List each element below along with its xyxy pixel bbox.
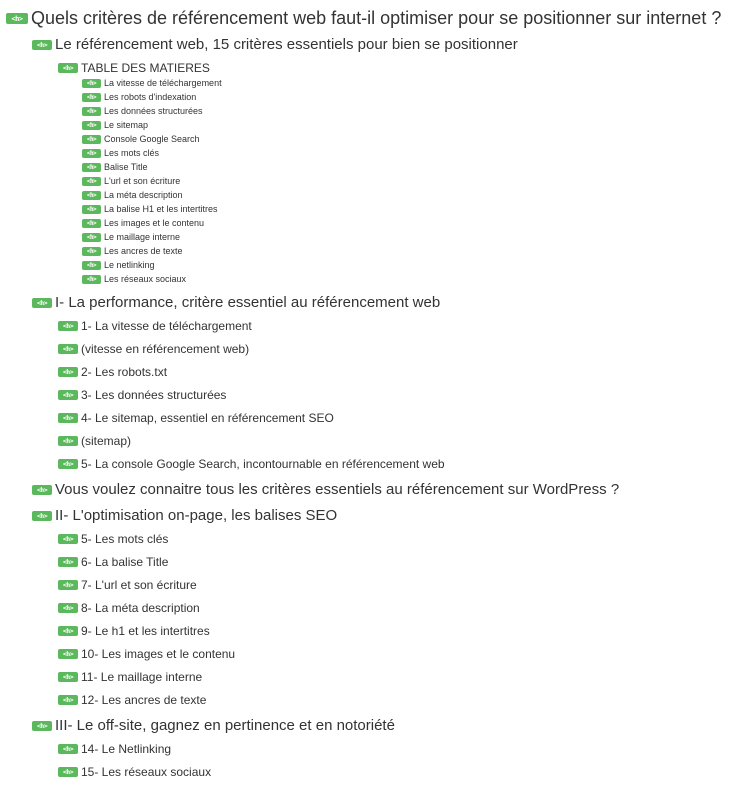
h3-item[interactable] (58, 670, 202, 684)
heading-tag-icon: <h> (82, 149, 101, 158)
toc-item-text: Les images et le contenu (104, 218, 205, 228)
heading-tag-icon: <h> (82, 261, 101, 270)
h3-item[interactable] (58, 555, 168, 569)
heading-tag-icon: <h> (82, 233, 101, 242)
heading-tag-icon: <h> (82, 247, 101, 256)
h3-text: TABLE DES MATIERES (81, 61, 210, 75)
h2-section-3[interactable] (32, 717, 395, 734)
h3-text: (sitemap) (81, 434, 132, 448)
heading-tag-icon: <h> (32, 40, 52, 50)
toc-item[interactable] (82, 78, 222, 88)
h3-text: 5- Les mots clés (81, 532, 169, 546)
heading-tag-icon: <h> (58, 767, 78, 777)
h3-item[interactable] (58, 434, 131, 448)
heading-tag-icon: <h> (58, 580, 78, 590)
toc-item[interactable] (82, 162, 148, 172)
toc-item[interactable] (82, 232, 180, 242)
heading-tag-icon: <h> (32, 485, 52, 495)
toc-item[interactable] (82, 274, 186, 284)
heading-tag-icon: <h> (82, 177, 101, 186)
heading-tag-icon: <h> (32, 511, 52, 521)
h3-item[interactable] (58, 457, 445, 471)
toc-item-text: Les données structurées (104, 106, 203, 116)
heading-tag-icon: <h> (82, 163, 101, 172)
h1-text: Quels critères de référencement web faut-il optimiser pour se positionner sur internet ? (31, 8, 722, 28)
h3-item[interactable] (58, 532, 168, 546)
toc-item[interactable] (82, 92, 196, 102)
h3-text: 11- Le maillage interne (81, 670, 203, 684)
h2-intro[interactable] (32, 36, 518, 53)
heading-tag-icon: <h> (58, 413, 78, 423)
h1-heading[interactable] (6, 8, 721, 29)
heading-tag-icon: <h> (58, 367, 78, 377)
toc-item-text: La méta description (104, 190, 183, 200)
heading-tag-icon: <h> (82, 93, 101, 102)
toc-item-text: Les ancres de texte (104, 246, 183, 256)
heading-tag-icon: <h> (58, 695, 78, 705)
h3-item[interactable] (58, 601, 200, 615)
h3-item[interactable] (58, 342, 249, 356)
h2-section-1[interactable] (32, 294, 440, 311)
h3-item[interactable] (58, 388, 226, 402)
h3-item[interactable] (58, 647, 235, 661)
toc-item-text: Console Google Search (104, 134, 200, 144)
h3-text: 8- La méta description (81, 601, 200, 615)
toc-item-text: Les mots clés (104, 148, 160, 158)
toc-item-text: Les robots d'indexation (104, 92, 197, 102)
heading-tag-icon: <h> (32, 721, 52, 731)
h3-item[interactable] (58, 765, 211, 779)
toc-item[interactable] (82, 120, 148, 130)
h3-item[interactable] (58, 742, 171, 756)
toc-item[interactable] (82, 134, 200, 144)
h2-text: II- L'optimisation on-page, les balises SEO (55, 507, 338, 524)
h3-text: 2- Les robots.txt (81, 365, 168, 379)
heading-tag-icon: <h> (58, 603, 78, 613)
heading-tag-icon: <h> (82, 135, 101, 144)
heading-tag-icon: <h> (82, 79, 101, 88)
heading-tag-icon: <h> (58, 63, 78, 73)
heading-tag-icon: <h> (58, 344, 78, 354)
heading-tag-icon: <h> (58, 390, 78, 400)
h2-text: III- Le off-site, gagnez en pertinence et en notoriété (55, 717, 395, 734)
heading-tag-icon: <h> (58, 459, 78, 469)
toc-item[interactable] (82, 246, 183, 256)
toc-item-text: Les réseaux sociaux (104, 274, 187, 284)
toc-item-text: Balise Title (104, 162, 148, 172)
heading-tag-icon: <h> (58, 744, 78, 754)
heading-tag-icon: <h> (58, 672, 78, 682)
heading-tag-icon: <h> (82, 107, 101, 116)
toc-item[interactable] (82, 176, 180, 186)
toc-item-text: L'url et son écriture (104, 176, 181, 186)
toc-item[interactable] (82, 204, 218, 214)
toc-item[interactable] (82, 260, 155, 270)
toc-item[interactable] (82, 190, 183, 200)
heading-tag-icon: <h> (58, 321, 78, 331)
h3-text: 10- Les images et le contenu (81, 647, 236, 661)
h3-text: 7- L'url et son écriture (81, 578, 197, 592)
heading-tag-icon: <h> (82, 275, 101, 284)
heading-tag-icon: <h> (82, 219, 101, 228)
toc-item-text: Le sitemap (104, 120, 149, 130)
h3-item[interactable] (58, 319, 252, 333)
toc-item-text: Le maillage interne (104, 232, 181, 242)
h2-text: Vous voulez connaitre tous les critères essentiels au référencement sur WordPress ? (55, 481, 620, 498)
heading-tag-icon: <h> (6, 13, 28, 24)
heading-tag-icon: <h> (32, 298, 52, 308)
h3-text: 12- Les ancres de texte (81, 693, 207, 707)
h3-item[interactable] (58, 578, 197, 592)
h3-text: 15- Les réseaux sociaux (81, 765, 212, 779)
toc-item[interactable] (82, 148, 159, 158)
h3-text: 9- Le h1 et les intertitres (81, 624, 210, 638)
h2-text: Le référencement web, 15 critères essentiels pour bien se positionner (55, 36, 518, 53)
h3-toc-title[interactable] (58, 61, 210, 75)
toc-item-text: La balise H1 et les intertitres (104, 204, 218, 214)
toc-item-text: La vitesse de téléchargement (104, 78, 222, 88)
h3-text: 1- La vitesse de téléchargement (81, 319, 252, 333)
toc-item[interactable] (82, 106, 203, 116)
h3-item[interactable] (58, 624, 210, 638)
h3-text: 14- Le Netlinking (81, 742, 172, 756)
h3-text: 4- Le sitemap, essentiel en référencement SEO (81, 411, 334, 425)
heading-tag-icon: <h> (58, 649, 78, 659)
heading-tag-icon: <h> (58, 436, 78, 446)
heading-tag-icon: <h> (58, 557, 78, 567)
h3-text: (vitesse en référencement web) (81, 342, 250, 356)
h2-section-wordpress[interactable] (32, 481, 619, 498)
heading-tag-icon: <h> (82, 121, 101, 130)
h2-section-2[interactable] (32, 507, 337, 524)
h2-text: I- La performance, critère essentiel au référencement web (55, 294, 441, 311)
toc-item-text: Le netlinking (104, 260, 155, 270)
heading-tag-icon: <h> (82, 191, 101, 200)
h3-item[interactable] (58, 411, 334, 425)
toc-item[interactable] (82, 218, 204, 228)
heading-tag-icon: <h> (58, 626, 78, 636)
heading-tag-icon: <h> (82, 205, 101, 214)
h3-item[interactable] (58, 365, 167, 379)
h3-text: 3- Les données structurées (81, 388, 227, 402)
h3-item[interactable] (58, 693, 206, 707)
h3-text: 5- La console Google Search, incontournable en référencement web (81, 457, 445, 471)
heading-tag-icon: <h> (58, 534, 78, 544)
h3-text: 6- La balise Title (81, 555, 169, 569)
